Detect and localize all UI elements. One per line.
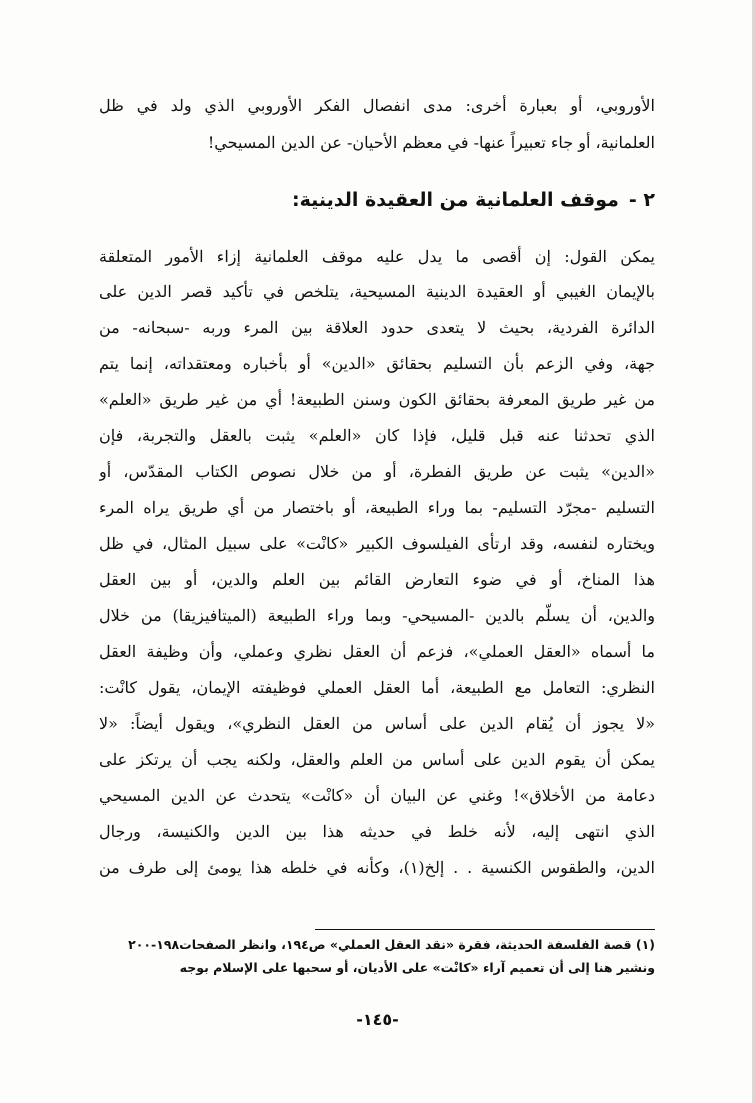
body-line-15: يمكن أن يقوم الدين على أساس من العلم والعقل، ولكنه يجب أن يرتكز على	[99, 750, 655, 769]
body-line-6: الذي تحدثنا عنه قبل قليل، فإذا كان «العلم» يثبت بالعقل والتجربة، فإن	[99, 426, 655, 445]
section-heading	[99, 180, 655, 220]
page-number: -١٤٥-	[356, 1010, 399, 1029]
body-line-17: الذي انتهى إليه، لأنه خلط في حديثه هذا بين الدين والكنيسة، ورجال	[99, 822, 655, 841]
body-line-11: والدين، أن يسلّم بالدين -المسيحي- وبما وراء الطبيعة (الميتافيزيقا) من خلال	[99, 606, 655, 625]
intro-line-2: العلمانية، أو جاء تعبيراً عنها- في معظم الأحيان- عن الدين المسيحي!	[207, 133, 655, 152]
intro-line-1: الأوروبي، أو بعبارة أخرى: مدى انفصال الفكر الأوروبي الذي ولد في ظل	[99, 96, 655, 115]
body-line-9: ويختاره لنفسه، وقد ارتأى الفيلسوف الكبير «كانْت» على سبيل المثال، في ظل	[99, 534, 655, 553]
body-line-1: يمكن القول: إن أقصى ما يدل عليه موقف العلمانية إزاء الأمور المتعلقة	[99, 247, 655, 266]
section-number: ٢ -	[628, 189, 655, 211]
footnote-line-1: (١) قصة الفلسفة الحديثة، فقرة «نقد العقل العملي» ص١٩٤، وانظر الصفحات١٩٨-٢٠٠	[128, 937, 655, 952]
body-line-2: بالإيمان الغيبي أو العقيدة الدينية المسيحية، يتلخص في تأكيد قصر الدين على	[99, 282, 655, 301]
body-line-18: الدين، والطقوس الكنسية . . إلخ(١)، وكأنه في خلطه هذا يومئ إلى طرف من	[99, 858, 655, 877]
body-line-4: جهة، وفي الزعم بأن التسليم بحقائق «الدين» أو بأخباره ومعتقداته، إنما يتم	[99, 354, 655, 373]
body-line-3: الدائرة الفردية، بحيث لا يتعدى حدود العلاقة بين المرء وربه -سبحانه- من	[99, 318, 655, 337]
footnote-line-2: ونشير هنا إلى أن تعميم آراء «كانْت» على الأديان، أو سحبها على الإسلام بوجه	[179, 960, 655, 975]
section-title: موقف العلمانية من العقيدة الدينية:	[292, 189, 619, 211]
body-line-16: دعامة من الأخلاق»! وغني عن البيان أن «كانْت» يتحدث عن الدين المسيحي	[99, 786, 655, 805]
body-line-8: التسليم -مجرّد التسليم- بما وراء الطبيعة، أو باختصار من أي طريق يراه المرء	[99, 498, 655, 517]
body-line-14: «لا يجوز أن يُقام الدين على أساس من العقل النظري»، ويقول أيضاً: «لا	[99, 714, 655, 733]
footnote-separator	[315, 929, 655, 930]
body-line-10: هذا المناخ، أو في ضوء التعارض القائم بين العلم والدين، أو بين العقل	[99, 570, 655, 589]
body-line-13: النظري: التعامل مع الطبيعة، أما العقل العملي فوظيفته الإيمان، يقول كانْت:	[99, 678, 655, 697]
body-line-5: من غير طريق المعرفة بحقائق الكون وسنن الطبيعة! أي من غير طريق «العلم»	[99, 390, 655, 409]
body-line-7: «الدين» يثبت عن طريق الفطرة، أو من خلال نصوص الكتاب المقدّس، أو	[99, 462, 655, 481]
body-line-12: ما أسماه «العقل العملي»، فزعم أن العقل نظري وعملي، وأن وظيفة العقل	[99, 642, 655, 661]
